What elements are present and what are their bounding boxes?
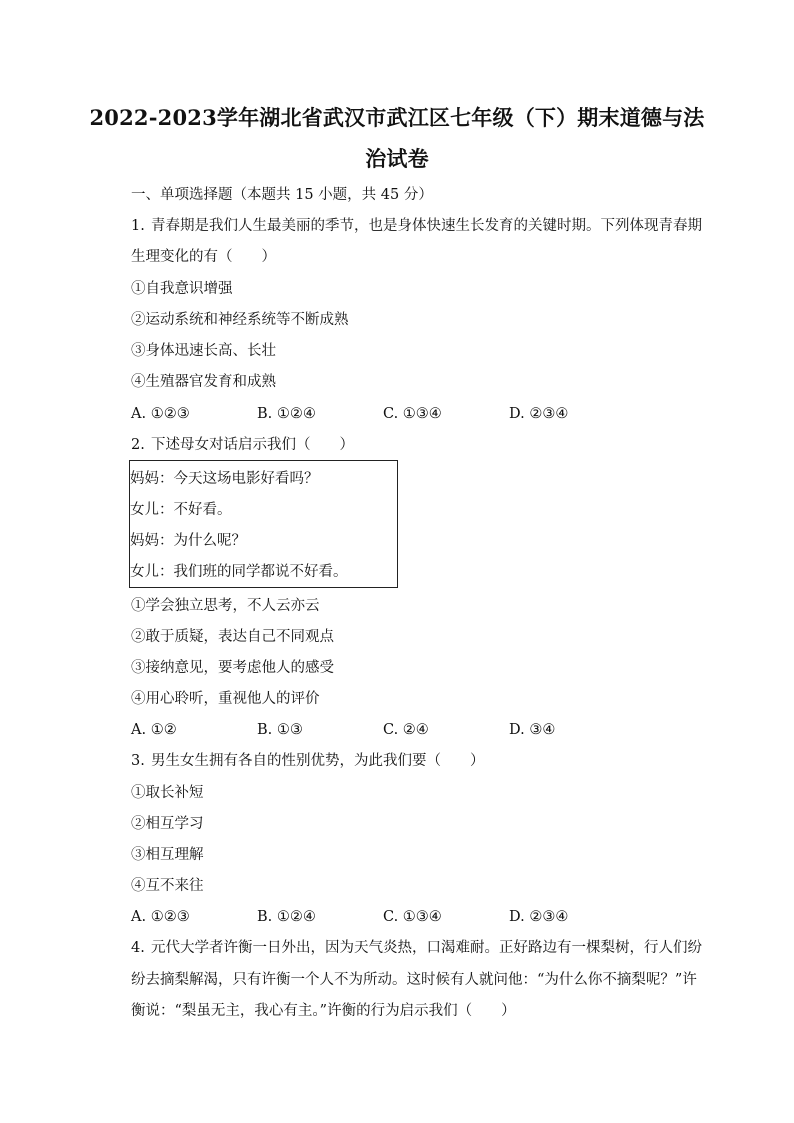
question-2-item: ③接纳意见，要考虑他人的感受 xyxy=(131,660,334,676)
question-1-item: ④生殖器官发育和成熟 xyxy=(131,374,276,390)
question-1-number: 1. xyxy=(131,218,145,234)
question-3-item: ①取长补短 xyxy=(131,785,204,801)
question-2-number: 2. xyxy=(131,437,145,453)
question-4-stem xyxy=(131,938,702,958)
question-2-item: ①学会独立思考，不人云亦云 xyxy=(131,598,320,614)
question-1-stem-line2: 生理变化的有（ ） xyxy=(131,249,276,265)
section-heading: 一、单项选择题（本题共 15 小题，共 45 分） xyxy=(131,187,433,203)
dialogue-line: 妈妈：今天这场电影好看吗？ xyxy=(130,471,319,487)
exam-title-line2: 治试卷 xyxy=(365,146,429,171)
question-4-stem-line3: 衡说：“梨虽无主，我心有主。”许衡的行为启示我们（ ） xyxy=(131,1003,516,1019)
dialogue-box xyxy=(129,460,398,588)
option-b: B. ①③ xyxy=(257,722,303,738)
question-4-stem-line1: 元代大学者许衡一日外出，因为天气炎热，口渴难耐。正好路边有一棵梨树，行人们纷 xyxy=(151,940,702,956)
question-3-item: ③相互理解 xyxy=(131,847,204,863)
question-3-number: 3. xyxy=(131,753,145,769)
option-c: C. ①③④ xyxy=(383,406,442,422)
question-3-stem xyxy=(131,751,485,771)
option-a: A. ①② xyxy=(131,722,177,738)
exam-title-line1: 2022-2023学年湖北省武汉市武江区七年级（下）期末道德与法 xyxy=(89,105,705,130)
option-c: C. ①③④ xyxy=(383,909,442,925)
question-3-item: ④互不来往 xyxy=(131,878,204,894)
question-3-item: ②相互学习 xyxy=(131,816,204,832)
dialogue-line: 妈妈：为什么呢？ xyxy=(130,533,246,549)
question-1-item: ③身体迅速长高、长壮 xyxy=(131,343,276,359)
question-1-stem xyxy=(131,216,702,236)
question-2-stem-text: 下述母女对话启示我们（ ） xyxy=(151,437,354,453)
question-1-item: ①自我意识增强 xyxy=(131,281,233,297)
option-d: D. ②③④ xyxy=(509,909,569,925)
option-b: B. ①②④ xyxy=(257,406,316,422)
question-1-item: ②运动系统和神经系统等不断成熟 xyxy=(131,312,349,328)
option-c: C. ②④ xyxy=(383,722,429,738)
option-a: A. ①②③ xyxy=(131,406,190,422)
option-a: A. ①②③ xyxy=(131,909,190,925)
option-b: B. ①②④ xyxy=(257,909,316,925)
dialogue-line: 女儿：我们班的同学都说不好看。 xyxy=(130,564,348,580)
question-2-item: ②敢于质疑，表达自己不同观点 xyxy=(131,629,334,645)
dialogue-line: 女儿：不好看。 xyxy=(130,502,232,518)
option-d: D. ②③④ xyxy=(509,406,569,422)
question-4-stem-line2: 纷去摘梨解渴，只有许衡一个人不为所动。这时候有人就问他：“为什么你不摘梨呢？”许 xyxy=(131,972,697,988)
question-2-item: ④用心聆听，重视他人的评价 xyxy=(131,691,320,707)
question-3-stem-text: 男生女生拥有各自的性别优势，为此我们要（ ） xyxy=(151,753,485,769)
option-d: D. ③④ xyxy=(509,722,556,738)
question-2-stem xyxy=(131,435,354,455)
question-1-stem-line1: 青春期是我们人生最美丽的季节，也是身体快速生长发育的关键时期。下列体现青春期 xyxy=(151,218,702,234)
question-4-number: 4. xyxy=(131,940,145,956)
